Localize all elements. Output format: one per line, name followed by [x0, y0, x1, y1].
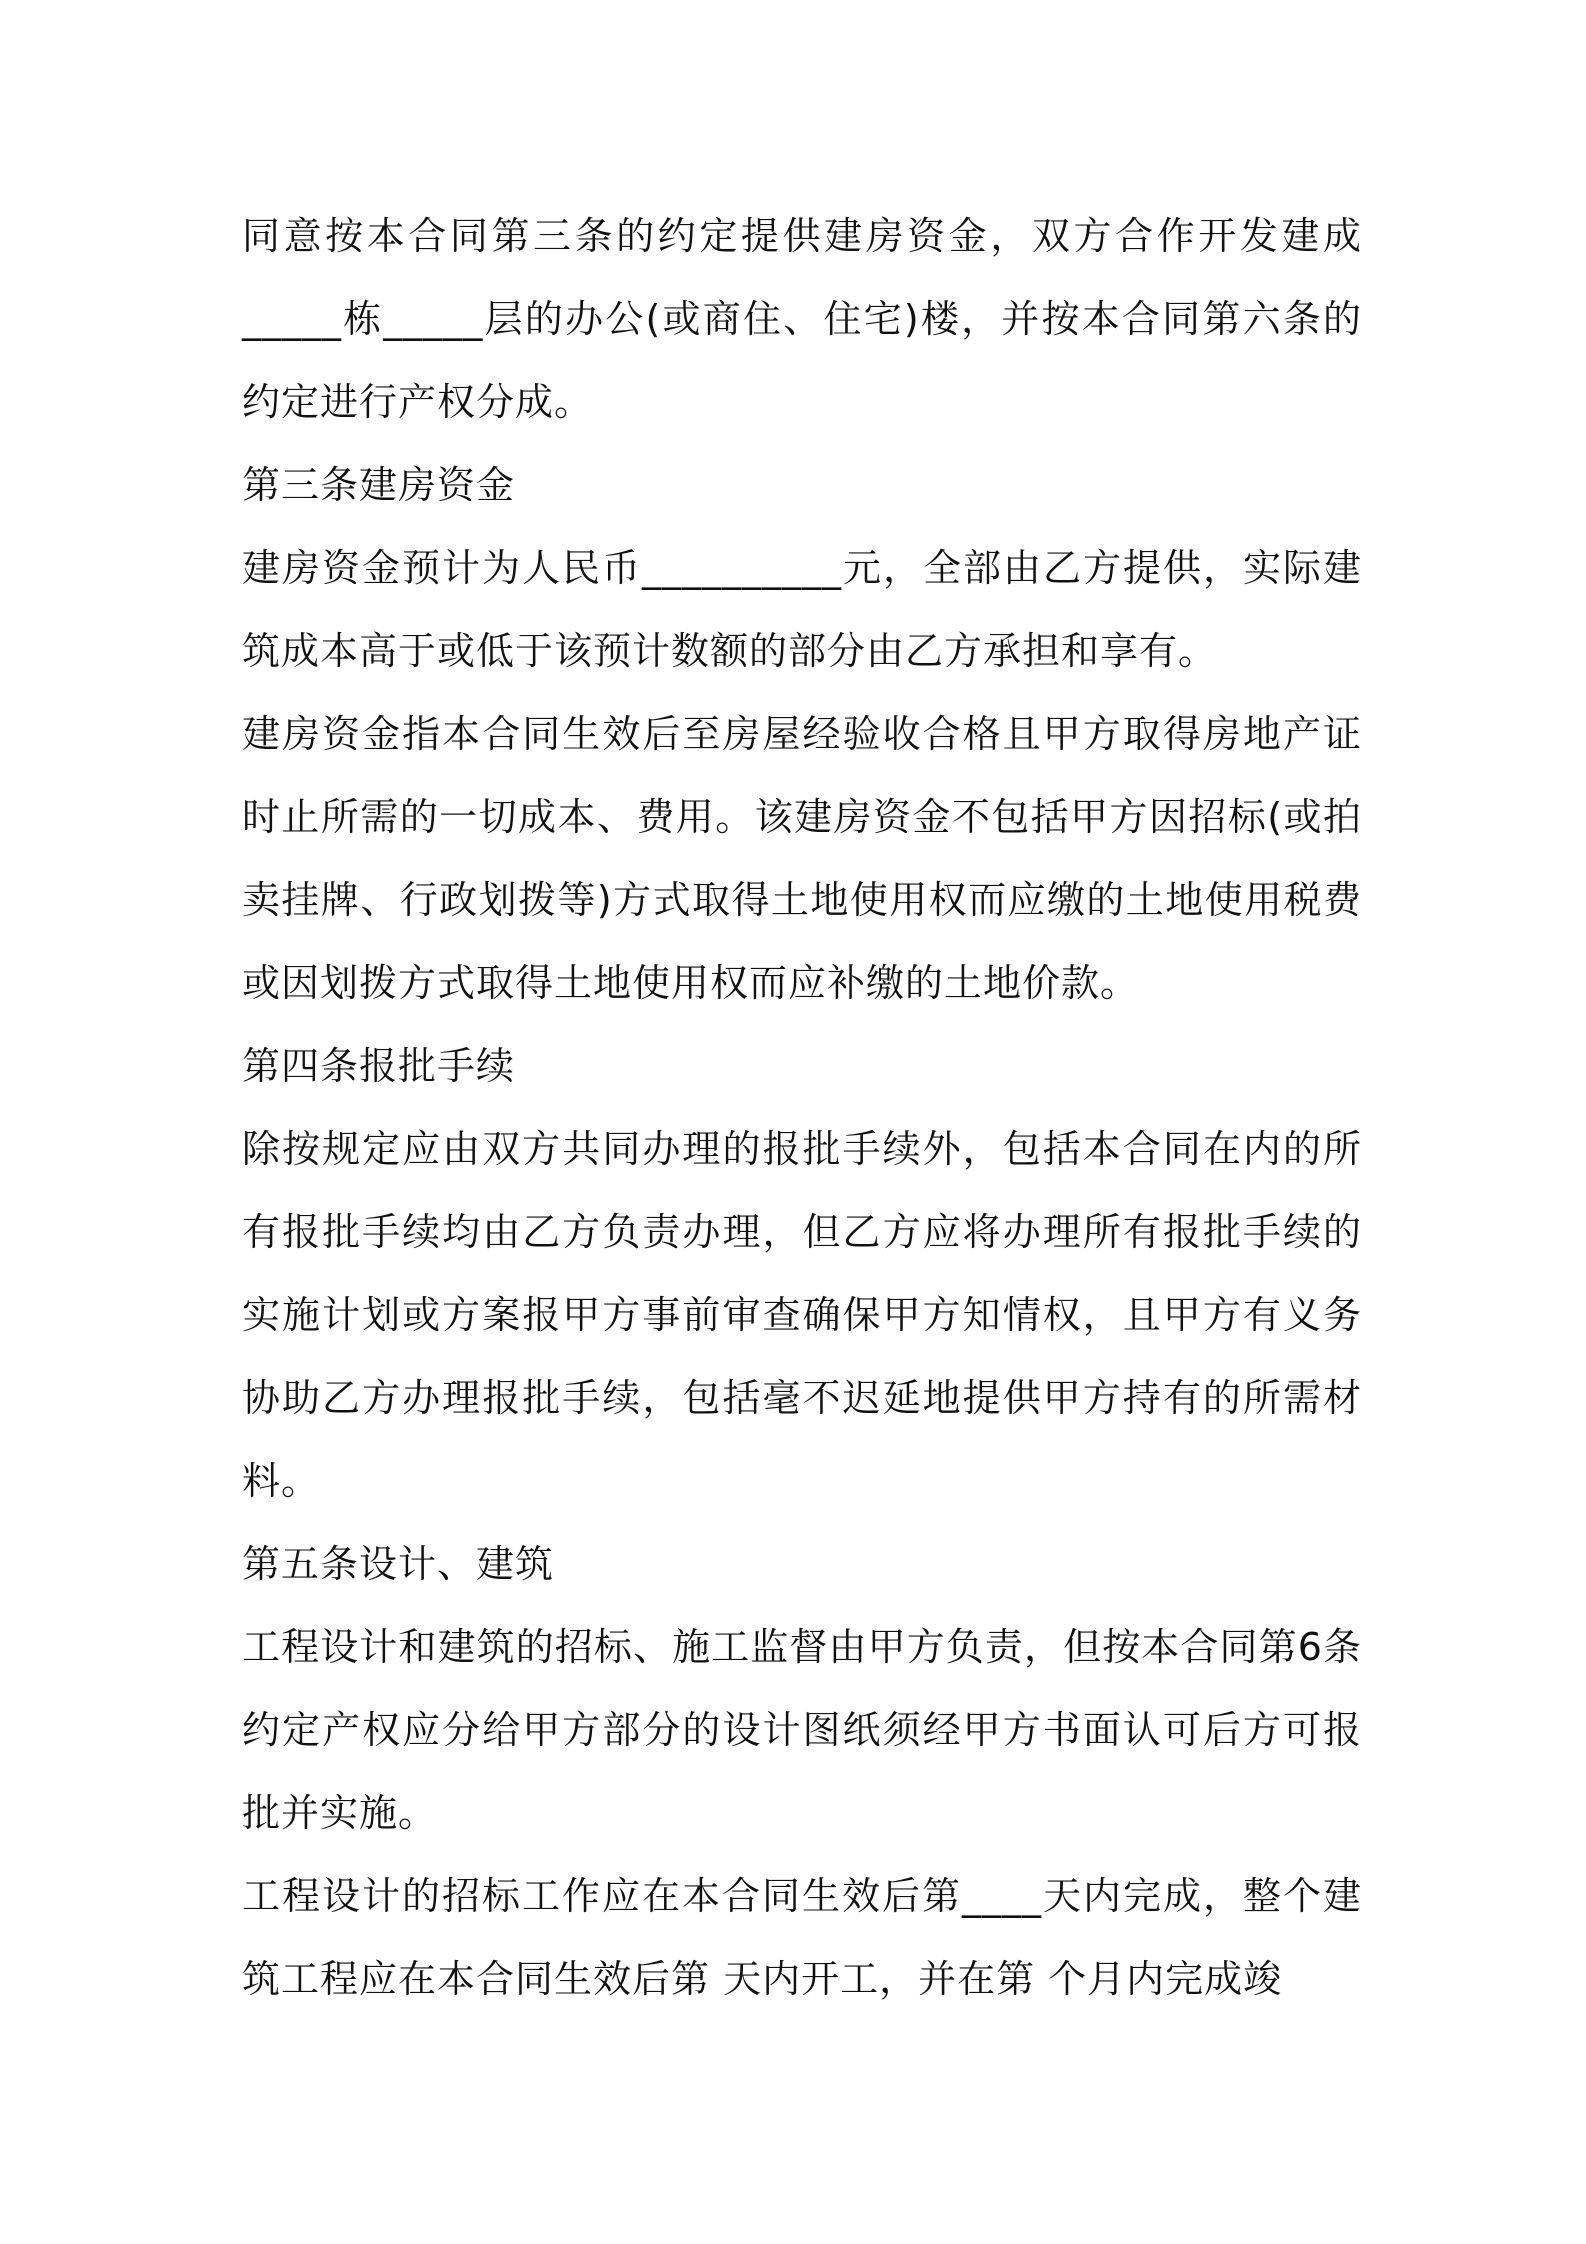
paragraph-design: 工程设计和建筑的招标、施工监督由甲方负责，但按本合同第6条约定产权应分给甲方部分的设计图纸须经甲方书面认可后方可报批并实施。 [242, 1625, 1362, 1835]
paragraph-fund-estimate: 建房资金预计为人民币__________元，全部由乙方提供，实际建筑成本高于或低于该预计数额的部分由乙方承担和享有。 [242, 546, 1362, 673]
heading-article-3: 第三条建房资金 [242, 463, 516, 507]
paragraph-approval: 除按规定应由双方共同办理的报批手续外，包括本合同在内的所有报批手续均由乙方负责办理，但乙方应将办理所有报批手续的实施计划或方案报甲方事前审查确保甲方知情权，且甲方有义务协助乙方办理报批手续，包括毫不迟延地提供甲方持有的所需材料。 [242, 1127, 1362, 1503]
paragraph-fund-definition: 建房资金指本合同生效后至房屋经验收合格且甲方取得房地产证时止所需的一切成本、费用。该建房资金不包括甲方因招标(或拍卖挂牌、行政划拨等)方式取得土地使用权而应缴的土地使用税费或因划拨方式取得土地使用权而应补缴的土地价款。 [242, 712, 1362, 1005]
document-body [242, 195, 1362, 2021]
heading-article-5: 第五条设计、建筑 [242, 1542, 555, 1586]
paragraph-schedule: 工程设计的招标工作应在本合同生效后第____天内完成，整个建筑工程应在本合同生效后第 天内开工，并在第 个月内完成竣 [242, 1874, 1362, 2001]
heading-article-4: 第四条报批手续 [242, 1044, 516, 1088]
paragraph-cooperation: 同意按本合同第三条的约定提供建房资金，双方合作开发建成_____栋_____层的办公(或商住、住宅)楼，并按本合同第六条的约定进行产权分成。 [242, 214, 1362, 424]
